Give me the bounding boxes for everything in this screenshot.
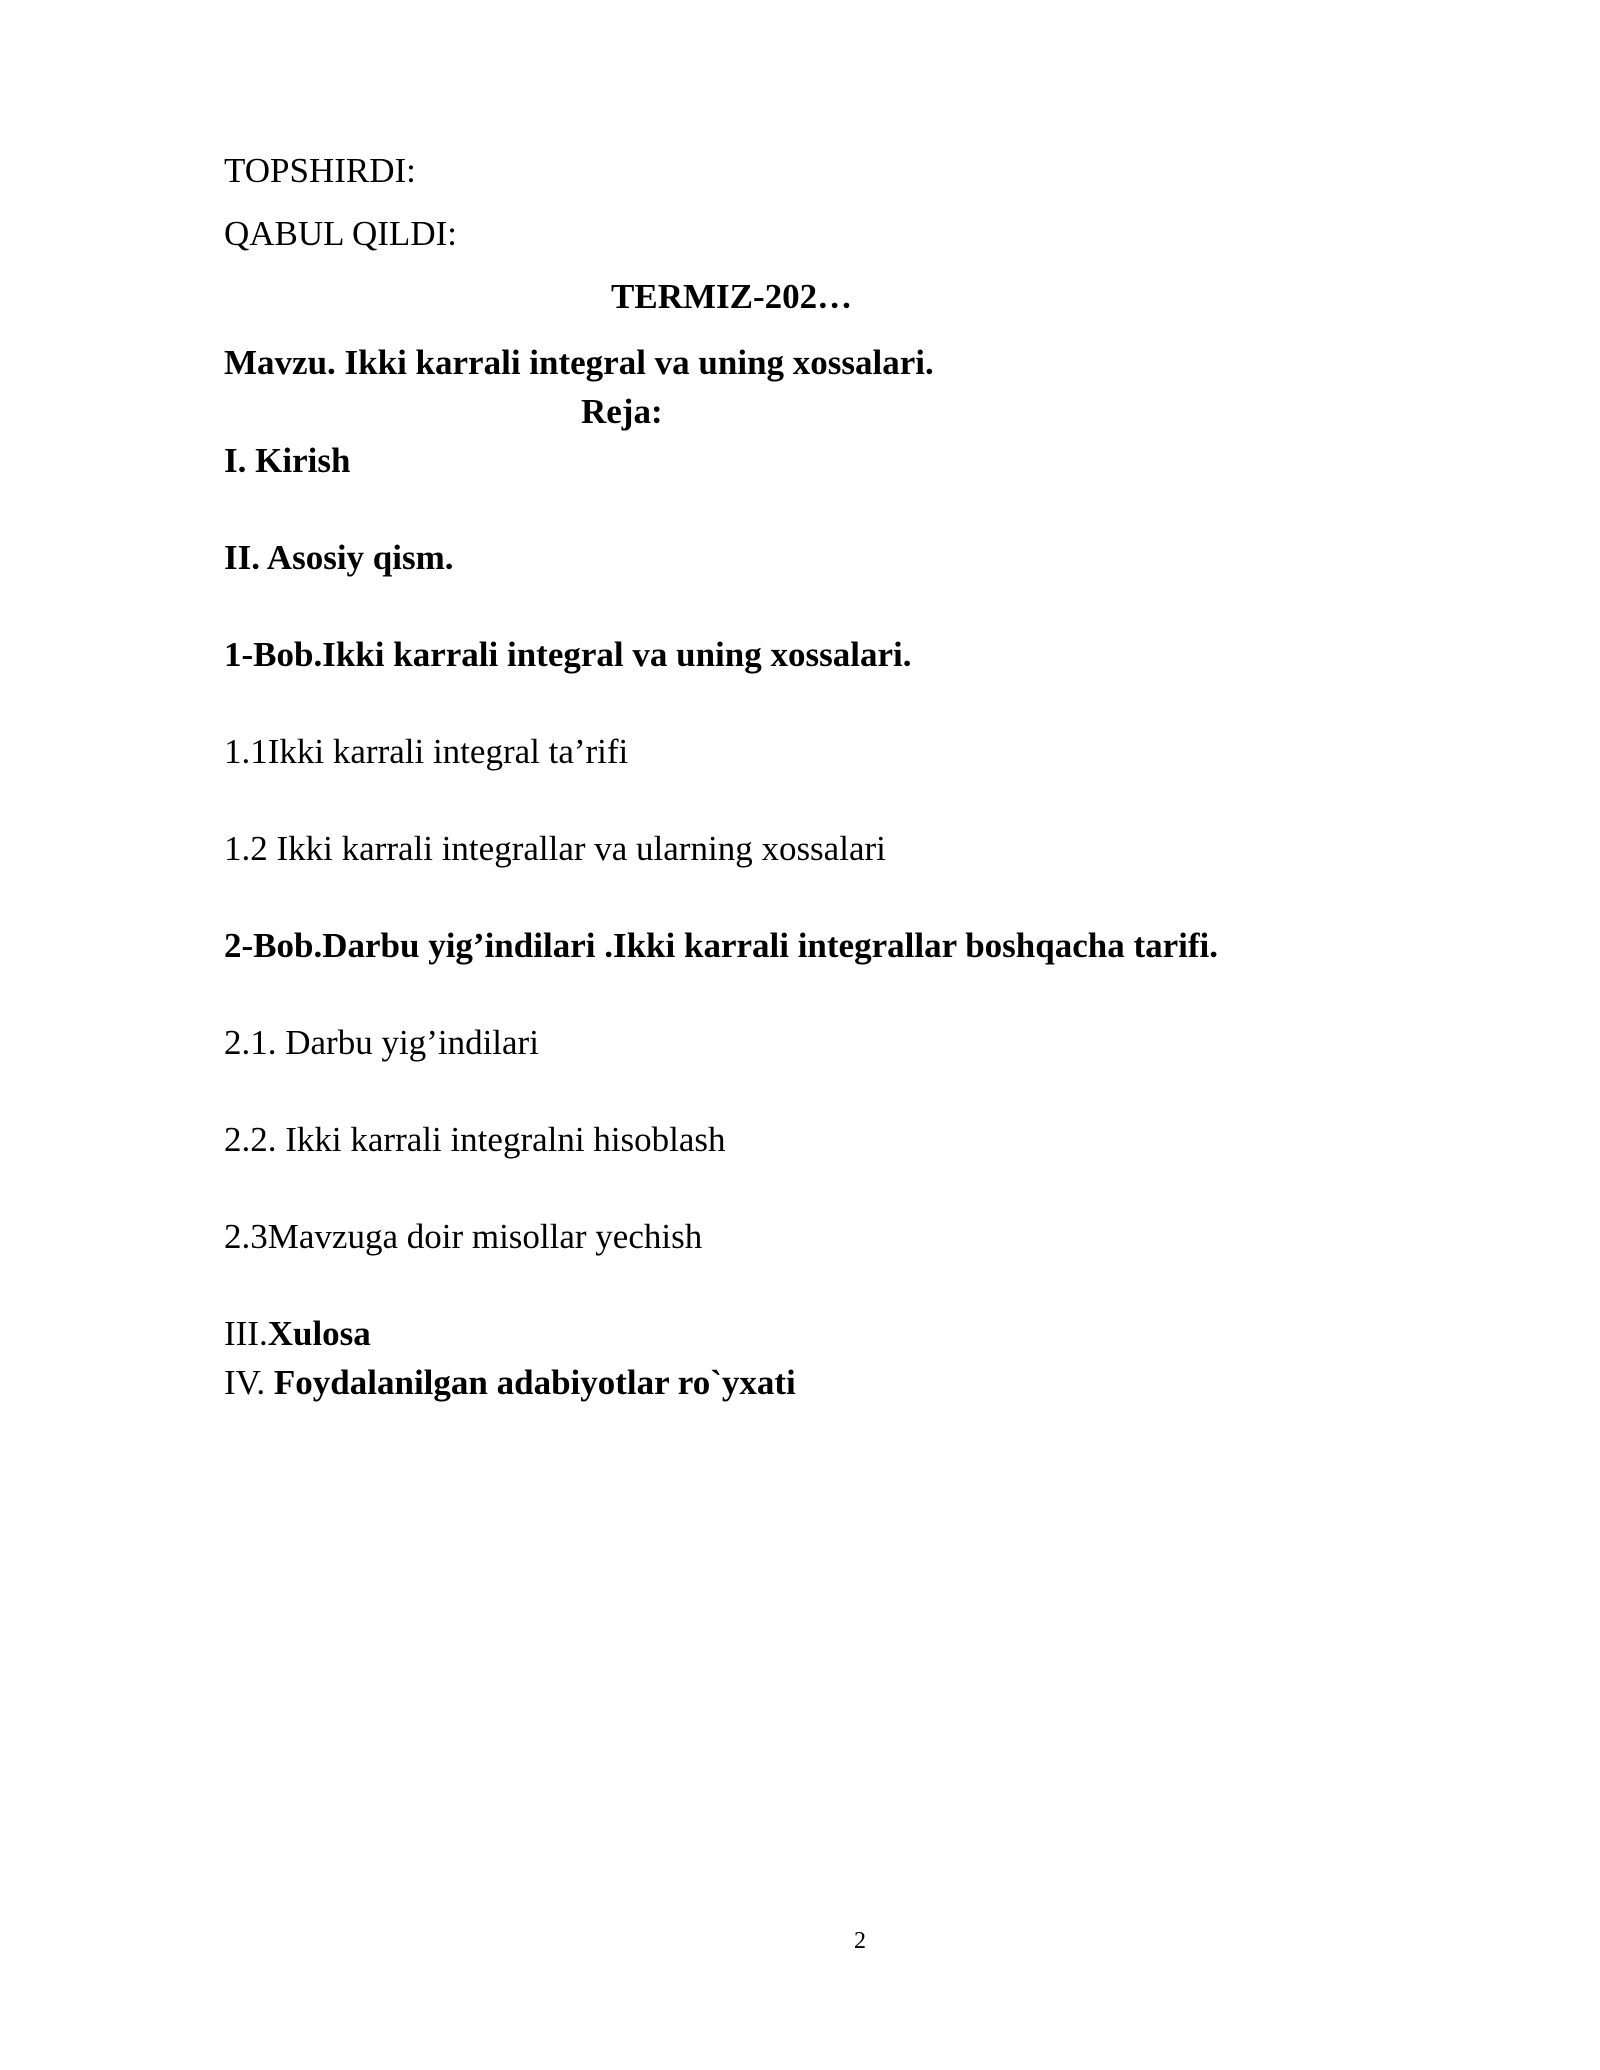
chapter2-item: 2.2. Ikki karrali integralni hisoblash <box>224 1120 726 1159</box>
plan-conclusion <box>224 1313 371 1355</box>
references-numeral: IV. <box>224 1363 274 1402</box>
chapter2-item: 2.3Mavzuga doir misollar yechish <box>224 1217 703 1256</box>
chapter2-item: 2.1. Darbu yig’indilari <box>224 1023 539 1062</box>
plan-title: Reja: <box>581 392 663 431</box>
submitted-by-label: TOPSHIRDI: <box>224 151 416 190</box>
accepted-by-label: QABUL QILDI: <box>224 214 457 253</box>
chapter2-title: 2-Bob.Darbu yig’indilari .Ikki karrali integrallar boshqacha tarifi. <box>224 926 1219 965</box>
plan-references <box>224 1362 796 1404</box>
topic-title: Mavzu. Ikki karrali integral va uning xossalari. <box>224 343 934 382</box>
chapter1-title: 1-Bob.Ikki karrali integral va uning xossalari. <box>224 635 912 674</box>
chapter1-item: 1.1Ikki karrali integral ta’rifi <box>224 732 629 771</box>
conclusion-numeral: III. <box>224 1314 268 1353</box>
chapter1-item: 1.2 Ikki karrali integrallar va ularning xossalari <box>224 829 886 868</box>
plan-main-part: II. Asosiy qism. <box>224 538 454 577</box>
page-number: 2 <box>854 1928 866 1954</box>
references-label: Foydalanilgan adabiyotlar ro`yxati <box>273 1363 796 1402</box>
conclusion-label: Xulosa <box>267 1314 371 1353</box>
city-year-heading: TERMIZ-202… <box>611 277 853 316</box>
plan-intro: I. Kirish <box>224 441 351 480</box>
